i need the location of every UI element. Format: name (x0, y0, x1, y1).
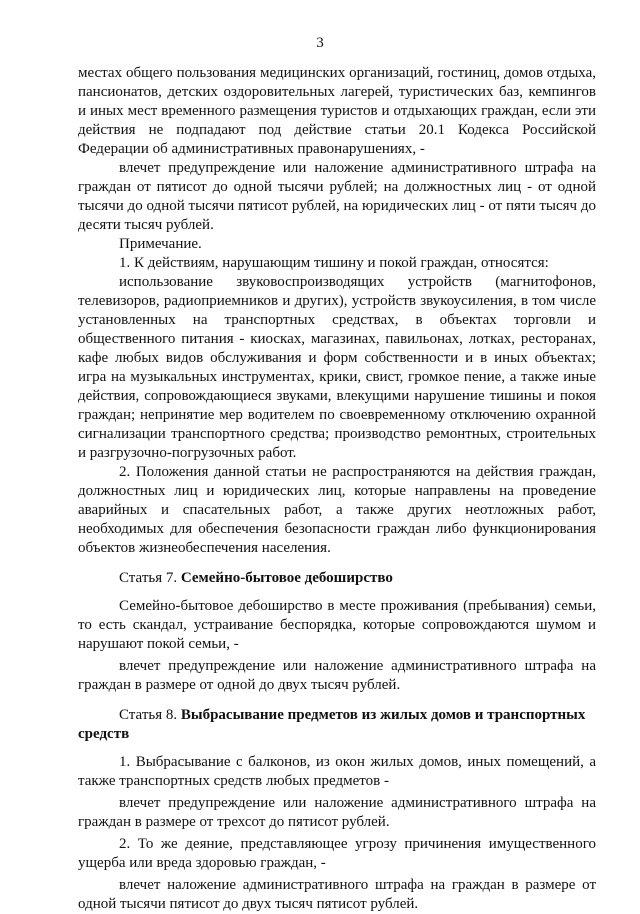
paragraph: 1. Выбрасывание с балконов, из окон жилых домов, иных помещений, а также транспортных средств любых предметов - (78, 754, 596, 789)
paragraph: влечет предупреждение или наложение административного штрафа на граждан от пятисот до одной тысячи рублей; на должностных лиц - от одной тысячи до одной тысячи пятисот рублей, на юридических лиц - от пяти тысяч до десяти тысяч рублей. (78, 160, 596, 233)
article-7-prefix: Статья 7. (119, 570, 181, 586)
paragraph: 2. То же деяние, представляющее угрозу причинения имущественного ущерба или вреда здоровью граждан, - (78, 836, 596, 871)
document-body (78, 64, 596, 914)
paragraph: Семейно-бытовое дебоширство в месте проживания (пребывания) семьи, то есть скандал, устраивание беспорядка, которые сопровождаются шумом и нарушают покой семьи, - (78, 598, 596, 652)
article-8-title: Выбрасывание предметов из жилых домов и транспортных средств (78, 707, 586, 742)
article-7-title: Семейно-бытовое дебоширство (180, 570, 393, 586)
paragraph: 2. Положения данной статьи не распространяются на действия граждан, должностных лиц и юридических лиц, которые направлены на проведение аварийных и спасательных работ, а также других неотложных работ, необходимых для обеспечения безопасности граждан либо функционирования объектов жизнеобеспечения населения. (78, 464, 596, 556)
note-heading: Примечание. (119, 236, 202, 252)
article-8-prefix: Статья 8. (119, 707, 181, 723)
article-8-heading (78, 706, 596, 744)
paragraph: влечет предупреждение или наложение административного штрафа на граждан в размере от одной до двух тысяч рублей. (78, 658, 596, 693)
paragraph: местах общего пользования медицинских организаций, гостиниц, домов отдыха, пансионатов, детских оздоровительных лагерей, туристических баз, кемпингов и иных мест временного размещения туристов и отдыхающих граждан, если эти действия не подпадают под действие статьи 20.1 Кодекса Российской Федерации об административных правонарушениях, - (78, 65, 596, 157)
paragraph: использование звуковоспроизводящих устройств (магнитофонов, телевизоров, радиоприемников и других), устройств звукоусиления, в том числе установленных на транспортных средствах, в объектах торговли и общественного питания - киосках, магазинах, павильонах, лотках, ресторанах, кафе любых видов обслуживания и форм собственности и в иных объектах; игра на музыкальных инструментах, крики, свист, громкое пение, а также иные действия, сопровождающиеся звуками, влекущими нарушение тишины и покоя граждан; непринятие мер водителем по своевременному отключению охранной сигнализации транспортного средства; производство ремонтных, строительных и разгрузочно-погрузочных работ. (78, 274, 596, 461)
paragraph: 1. К действиям, нарушающим тишину и покой граждан, относятся: (119, 255, 549, 271)
page-number: 3 (316, 35, 324, 51)
article-7-heading (78, 569, 596, 588)
paragraph: влечет наложение административного штрафа на граждан в размере от одной тысячи пятисот до двух тысяч пятисот рублей. (78, 877, 596, 912)
paragraph: влечет предупреждение или наложение административного штрафа на граждан в размере от трехсот до пятисот рублей. (78, 795, 596, 830)
